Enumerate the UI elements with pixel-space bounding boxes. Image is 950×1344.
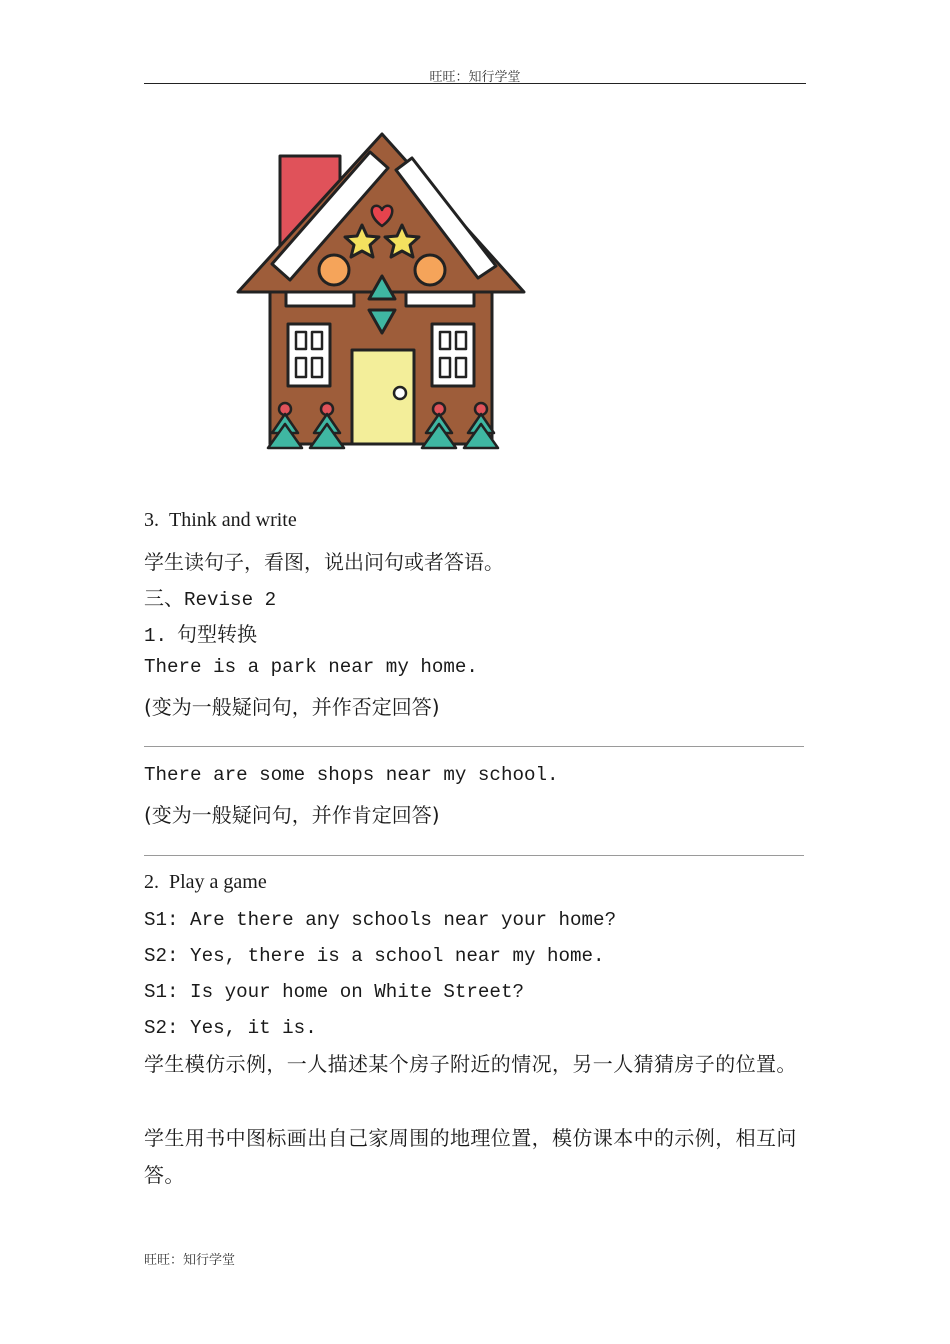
section-number: 3. — [144, 509, 159, 531]
circle-ornament-left — [319, 255, 349, 285]
revise-prefix: 三、 — [144, 586, 184, 610]
revise-title: Revise 2 — [184, 589, 277, 611]
revise-heading — [144, 582, 276, 611]
gingerbread-house-illustration — [232, 128, 532, 454]
dialogue-line: S1: Is your home on White Street? — [144, 981, 524, 1003]
door-knob — [394, 387, 406, 399]
instruction-1: (变为一般疑问句，并作否定回答) — [144, 695, 440, 719]
answer-line-1 — [144, 746, 804, 747]
answer-line-2 — [144, 855, 804, 856]
think-write-heading — [144, 509, 297, 532]
dialogue-line: S2: Yes, there is a school near my home. — [144, 945, 605, 967]
section-title: Think and write — [169, 509, 297, 531]
sentence-2: There are some shops near my school. — [144, 764, 559, 786]
wall-trim-right — [406, 292, 474, 306]
page-header: 旺旺：知行学堂 — [429, 70, 521, 85]
instruction-2: (变为一般疑问句，并作肯定回答) — [144, 803, 440, 827]
paragraph-1: 学生模仿示例，一人描述某个房子附近的情况，另一人猜猜房子的位置。 — [144, 1052, 797, 1076]
window-right — [432, 324, 474, 386]
page-footer: 旺旺：知行学堂 — [144, 1253, 236, 1268]
paragraph-2: 学生用书中图标画出自己家周围的地理位置，模仿课本中的示例，相互问答。 — [144, 1126, 797, 1187]
circle-ornament-right — [415, 255, 445, 285]
think-write-instruction: 学生读句子，看图，说出问句或者答语。 — [144, 550, 504, 574]
transform-heading — [144, 618, 257, 647]
dialogue-line: S2: Yes, it is. — [144, 1017, 317, 1039]
game-heading — [144, 871, 267, 894]
section-number: 1. — [144, 625, 168, 647]
section-number: 2. — [144, 871, 159, 893]
header-rule — [144, 83, 806, 84]
window-left — [288, 324, 330, 386]
section-title: Play a game — [169, 871, 267, 893]
sentence-1: There is a park near my home. — [144, 656, 478, 678]
dialogue-line: S1: Are there any schools near your home? — [144, 909, 617, 931]
wall-trim-left — [286, 292, 354, 306]
section-title: 句型转换 — [177, 622, 258, 646]
